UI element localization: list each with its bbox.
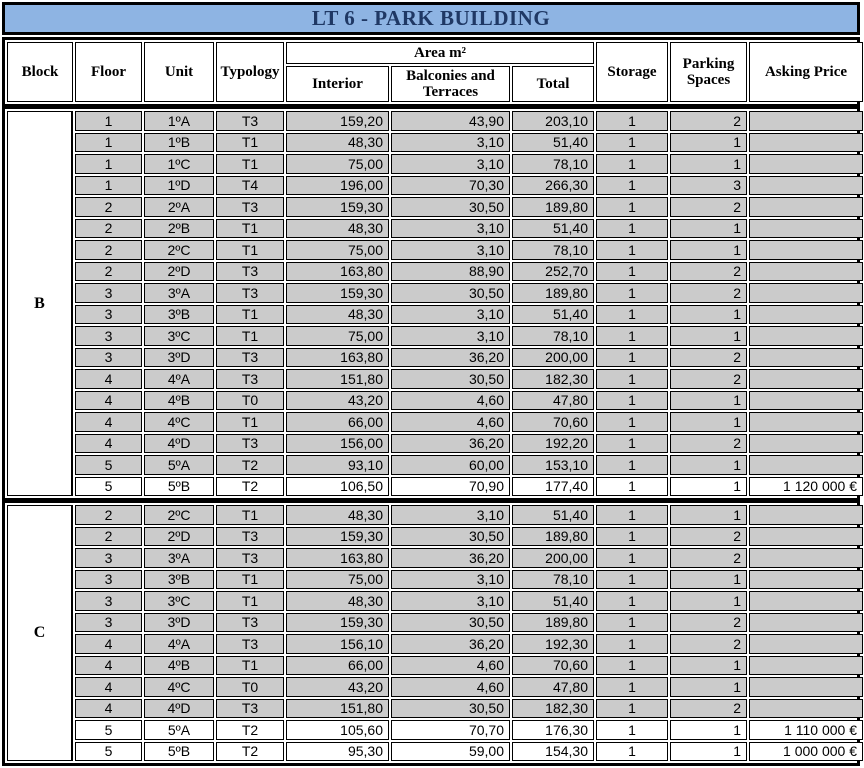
cell-balconies: 36,20 — [391, 348, 510, 368]
cell-unit: 2ºC — [144, 505, 214, 525]
cell-floor: 2 — [75, 197, 142, 217]
cell-parking: 1 — [670, 591, 747, 611]
cell-typology: T3 — [216, 634, 284, 654]
cell-typology: T3 — [216, 699, 284, 719]
cell-typology: T1 — [216, 326, 284, 346]
section-block-c-grid — [5, 503, 857, 763]
cell-balconies: 36,20 — [391, 548, 510, 568]
cell-interior: 159,30 — [286, 197, 389, 217]
cell-total: 78,10 — [512, 570, 594, 590]
cell-balconies: 4,60 — [391, 412, 510, 432]
cell-typology: T2 — [216, 742, 284, 762]
cell-balconies: 30,50 — [391, 369, 510, 389]
cell-total: 192,30 — [512, 634, 594, 654]
cell-unit: 1ºC — [144, 154, 214, 174]
cell-parking: 1 — [670, 455, 747, 475]
cell-total: 200,00 — [512, 548, 594, 568]
cell-parking: 1 — [670, 305, 747, 325]
column-header-area-group: Area m² — [286, 42, 594, 64]
cell-total: 78,10 — [512, 240, 594, 260]
cell-price — [749, 391, 863, 411]
cell-total: 51,40 — [512, 219, 594, 239]
cell-typology: T1 — [216, 505, 284, 525]
cell-total: 153,10 — [512, 455, 594, 475]
cell-interior: 196,00 — [286, 176, 389, 196]
cell-floor: 3 — [75, 305, 142, 325]
cell-price: 1 120 000 € — [749, 477, 863, 497]
cell-typology: T1 — [216, 591, 284, 611]
cell-floor: 4 — [75, 656, 142, 676]
cell-parking: 2 — [670, 699, 747, 719]
cell-parking: 2 — [670, 527, 747, 547]
cell-interior: 159,30 — [286, 613, 389, 633]
cell-storage: 1 — [596, 283, 668, 303]
cell-balconies: 36,20 — [391, 634, 510, 654]
cell-typology: T1 — [216, 133, 284, 153]
cell-price — [749, 326, 863, 346]
cell-balconies: 3,10 — [391, 133, 510, 153]
cell-parking: 2 — [670, 283, 747, 303]
cell-storage: 1 — [596, 369, 668, 389]
cell-typology: T1 — [216, 305, 284, 325]
cell-interior: 75,00 — [286, 240, 389, 260]
cell-storage: 1 — [596, 262, 668, 282]
cell-typology: T3 — [216, 262, 284, 282]
cell-storage: 1 — [596, 111, 668, 131]
cell-unit: 1ºB — [144, 133, 214, 153]
cell-price — [749, 197, 863, 217]
cell-total: 78,10 — [512, 154, 594, 174]
cell-floor: 3 — [75, 326, 142, 346]
cell-unit: 2ºD — [144, 527, 214, 547]
cell-parking: 1 — [670, 677, 747, 697]
cell-floor: 3 — [75, 283, 142, 303]
cell-floor: 4 — [75, 634, 142, 654]
cell-parking: 1 — [670, 720, 747, 740]
cell-typology: T0 — [216, 391, 284, 411]
column-header-typology: Typology — [216, 42, 284, 102]
cell-unit: 3ºC — [144, 591, 214, 611]
cell-floor: 5 — [75, 455, 142, 475]
cell-unit: 4ºB — [144, 656, 214, 676]
cell-price — [749, 505, 863, 525]
cell-unit: 5ºB — [144, 477, 214, 497]
cell-storage: 1 — [596, 505, 668, 525]
cell-floor: 4 — [75, 699, 142, 719]
cell-typology: T2 — [216, 477, 284, 497]
cell-unit: 4ºB — [144, 391, 214, 411]
cell-total: 182,30 — [512, 699, 594, 719]
cell-balconies: 3,10 — [391, 326, 510, 346]
cell-unit: 4ºC — [144, 677, 214, 697]
cell-storage: 1 — [596, 391, 668, 411]
cell-floor: 2 — [75, 262, 142, 282]
cell-storage: 1 — [596, 677, 668, 697]
section-block-c — [2, 500, 860, 766]
cell-interior: 43,20 — [286, 391, 389, 411]
cell-price — [749, 613, 863, 633]
cell-unit: 4ºC — [144, 412, 214, 432]
cell-storage: 1 — [596, 699, 668, 719]
cell-total: 200,00 — [512, 348, 594, 368]
cell-typology: T3 — [216, 283, 284, 303]
column-header-balconies: Balconies and Terraces — [391, 66, 510, 102]
cell-price — [749, 434, 863, 454]
cell-floor: 1 — [75, 176, 142, 196]
cell-typology: T3 — [216, 527, 284, 547]
cell-floor: 5 — [75, 720, 142, 740]
column-header-storage: Storage — [596, 42, 668, 102]
cell-typology: T1 — [216, 412, 284, 432]
cell-storage: 1 — [596, 527, 668, 547]
cell-price — [749, 412, 863, 432]
cell-price — [749, 677, 863, 697]
cell-floor: 2 — [75, 240, 142, 260]
cell-floor: 5 — [75, 742, 142, 762]
cell-interior: 159,30 — [286, 527, 389, 547]
cell-storage: 1 — [596, 548, 668, 568]
table-header — [2, 37, 860, 107]
cell-parking: 2 — [670, 111, 747, 131]
cell-total: 51,40 — [512, 505, 594, 525]
cell-total: 266,30 — [512, 176, 594, 196]
column-header-block: Block — [7, 42, 73, 102]
cell-balconies: 70,90 — [391, 477, 510, 497]
page-title: LT 6 - PARK BUILDING — [2, 2, 860, 35]
cell-balconies: 36,20 — [391, 434, 510, 454]
cell-parking: 1 — [670, 133, 747, 153]
cell-balconies: 3,10 — [391, 219, 510, 239]
cell-price — [749, 548, 863, 568]
cell-storage: 1 — [596, 154, 668, 174]
cell-floor: 3 — [75, 348, 142, 368]
cell-interior: 48,30 — [286, 305, 389, 325]
cell-unit: 4ºA — [144, 369, 214, 389]
cell-balconies: 3,10 — [391, 305, 510, 325]
cell-parking: 2 — [670, 613, 747, 633]
cell-storage: 1 — [596, 591, 668, 611]
cell-interior: 163,80 — [286, 548, 389, 568]
cell-typology: T0 — [216, 677, 284, 697]
cell-unit: 5ºA — [144, 455, 214, 475]
cell-total: 252,70 — [512, 262, 594, 282]
cell-price — [749, 699, 863, 719]
cell-balconies: 70,70 — [391, 720, 510, 740]
cell-typology: T3 — [216, 613, 284, 633]
cell-balconies: 30,50 — [391, 613, 510, 633]
cell-unit: 2ºB — [144, 219, 214, 239]
cell-interior: 75,00 — [286, 326, 389, 346]
cell-typology: T3 — [216, 369, 284, 389]
cell-balconies: 43,90 — [391, 111, 510, 131]
cell-interior: 43,20 — [286, 677, 389, 697]
cell-parking: 2 — [670, 197, 747, 217]
cell-storage: 1 — [596, 477, 668, 497]
cell-balconies: 4,60 — [391, 677, 510, 697]
cell-unit: 3ºA — [144, 283, 214, 303]
cell-storage: 1 — [596, 176, 668, 196]
cell-balconies: 30,50 — [391, 283, 510, 303]
cell-typology: T1 — [216, 154, 284, 174]
cell-unit: 3ºB — [144, 570, 214, 590]
cell-price — [749, 133, 863, 153]
column-header-asking-price: Asking Price — [749, 42, 863, 102]
cell-typology: T1 — [216, 219, 284, 239]
cell-interior: 95,30 — [286, 742, 389, 762]
cell-price — [749, 348, 863, 368]
column-header-parking: Parking Spaces — [670, 42, 747, 102]
cell-total: 51,40 — [512, 591, 594, 611]
cell-price — [749, 591, 863, 611]
cell-parking: 1 — [670, 391, 747, 411]
cell-unit: 3ºB — [144, 305, 214, 325]
cell-storage: 1 — [596, 133, 668, 153]
cell-parking: 2 — [670, 348, 747, 368]
cell-price — [749, 176, 863, 196]
cell-total: 177,40 — [512, 477, 594, 497]
cell-storage: 1 — [596, 219, 668, 239]
cell-balconies: 30,50 — [391, 699, 510, 719]
cell-parking: 1 — [670, 240, 747, 260]
cell-storage: 1 — [596, 434, 668, 454]
cell-total: 47,80 — [512, 391, 594, 411]
cell-total: 70,60 — [512, 656, 594, 676]
cell-balconies: 88,90 — [391, 262, 510, 282]
cell-balconies: 3,10 — [391, 240, 510, 260]
cell-parking: 1 — [670, 154, 747, 174]
cell-floor: 1 — [75, 154, 142, 174]
cell-interior: 106,50 — [286, 477, 389, 497]
cell-price — [749, 634, 863, 654]
cell-interior: 105,60 — [286, 720, 389, 740]
cell-typology: T2 — [216, 455, 284, 475]
cell-floor: 2 — [75, 219, 142, 239]
cell-floor: 3 — [75, 548, 142, 568]
cell-price — [749, 455, 863, 475]
cell-unit: 4ºA — [144, 634, 214, 654]
cell-balconies: 59,00 — [391, 742, 510, 762]
price-list-sheet — [2, 2, 860, 766]
cell-unit: 5ºB — [144, 742, 214, 762]
cell-typology: T4 — [216, 176, 284, 196]
cell-parking: 1 — [670, 656, 747, 676]
cell-total: 189,80 — [512, 283, 594, 303]
cell-floor: 3 — [75, 570, 142, 590]
cell-total: 182,30 — [512, 369, 594, 389]
cell-floor: 3 — [75, 613, 142, 633]
cell-floor: 4 — [75, 412, 142, 432]
cell-typology: T3 — [216, 111, 284, 131]
cell-parking: 1 — [670, 505, 747, 525]
cell-floor: 4 — [75, 369, 142, 389]
cell-total: 189,80 — [512, 613, 594, 633]
cell-interior: 156,00 — [286, 434, 389, 454]
cell-floor: 1 — [75, 133, 142, 153]
cell-parking: 1 — [670, 412, 747, 432]
cell-unit: 5ºA — [144, 720, 214, 740]
cell-parking: 1 — [670, 477, 747, 497]
cell-typology: T3 — [216, 348, 284, 368]
cell-parking: 1 — [670, 570, 747, 590]
cell-balconies: 3,10 — [391, 570, 510, 590]
cell-balconies: 60,00 — [391, 455, 510, 475]
cell-floor: 4 — [75, 391, 142, 411]
cell-balconies: 3,10 — [391, 154, 510, 174]
cell-total: 189,80 — [512, 527, 594, 547]
cell-balconies: 3,10 — [391, 505, 510, 525]
cell-unit: 4ºD — [144, 699, 214, 719]
cell-storage: 1 — [596, 326, 668, 346]
cell-unit: 3ºA — [144, 548, 214, 568]
cell-storage: 1 — [596, 742, 668, 762]
cell-interior: 93,10 — [286, 455, 389, 475]
cell-typology: T1 — [216, 570, 284, 590]
cell-price — [749, 154, 863, 174]
cell-total: 51,40 — [512, 133, 594, 153]
cell-price — [749, 527, 863, 547]
cell-floor: 1 — [75, 111, 142, 131]
cell-interior: 159,20 — [286, 111, 389, 131]
cell-interior: 48,30 — [286, 219, 389, 239]
cell-storage: 1 — [596, 305, 668, 325]
cell-interior: 163,80 — [286, 262, 389, 282]
cell-typology: T3 — [216, 197, 284, 217]
cell-interior: 75,00 — [286, 154, 389, 174]
cell-interior: 66,00 — [286, 656, 389, 676]
cell-unit: 2ºD — [144, 262, 214, 282]
cell-parking: 2 — [670, 548, 747, 568]
cell-balconies: 4,60 — [391, 656, 510, 676]
cell-price — [749, 570, 863, 590]
cell-interior: 163,80 — [286, 348, 389, 368]
cell-floor: 2 — [75, 505, 142, 525]
cell-unit: 3ºD — [144, 613, 214, 633]
cell-price: 1 000 000 € — [749, 742, 863, 762]
cell-balconies: 30,50 — [391, 527, 510, 547]
cell-interior: 48,30 — [286, 591, 389, 611]
cell-storage: 1 — [596, 455, 668, 475]
cell-interior: 75,00 — [286, 570, 389, 590]
cell-price — [749, 240, 863, 260]
cell-unit: 1ºA — [144, 111, 214, 131]
cell-floor: 4 — [75, 677, 142, 697]
cell-parking: 2 — [670, 262, 747, 282]
cell-unit: 3ºC — [144, 326, 214, 346]
column-header-unit: Unit — [144, 42, 214, 102]
column-header-total: Total — [512, 66, 594, 102]
cell-total: 192,20 — [512, 434, 594, 454]
cell-price — [749, 656, 863, 676]
cell-parking: 2 — [670, 434, 747, 454]
block-label: B — [7, 111, 73, 496]
cell-parking: 3 — [670, 176, 747, 196]
column-header-floor: Floor — [75, 42, 142, 102]
cell-price — [749, 369, 863, 389]
cell-interior: 66,00 — [286, 412, 389, 432]
cell-interior: 156,10 — [286, 634, 389, 654]
cell-balconies: 70,30 — [391, 176, 510, 196]
cell-parking: 1 — [670, 219, 747, 239]
cell-interior: 159,30 — [286, 283, 389, 303]
cell-total: 189,80 — [512, 197, 594, 217]
cell-parking: 2 — [670, 369, 747, 389]
cell-balconies: 3,10 — [391, 591, 510, 611]
cell-balconies: 4,60 — [391, 391, 510, 411]
cell-price — [749, 305, 863, 325]
cell-storage: 1 — [596, 348, 668, 368]
cell-parking: 1 — [670, 326, 747, 346]
cell-floor: 5 — [75, 477, 142, 497]
cell-total: 154,30 — [512, 742, 594, 762]
cell-storage: 1 — [596, 197, 668, 217]
cell-typology: T3 — [216, 434, 284, 454]
cell-unit: 4ºD — [144, 434, 214, 454]
block-label: C — [7, 505, 73, 761]
cell-price — [749, 283, 863, 303]
cell-storage: 1 — [596, 412, 668, 432]
cell-unit: 1ºD — [144, 176, 214, 196]
cell-typology: T1 — [216, 656, 284, 676]
cell-price — [749, 219, 863, 239]
cell-balconies: 30,50 — [391, 197, 510, 217]
cell-floor: 4 — [75, 434, 142, 454]
cell-storage: 1 — [596, 634, 668, 654]
cell-price: 1 110 000 € — [749, 720, 863, 740]
cell-interior: 48,30 — [286, 505, 389, 525]
section-block-b-grid — [5, 109, 857, 498]
cell-price — [749, 111, 863, 131]
cell-typology: T2 — [216, 720, 284, 740]
cell-floor: 2 — [75, 527, 142, 547]
cell-unit: 2ºA — [144, 197, 214, 217]
cell-typology: T3 — [216, 548, 284, 568]
cell-parking: 1 — [670, 742, 747, 762]
cell-total: 78,10 — [512, 326, 594, 346]
cell-total: 70,60 — [512, 412, 594, 432]
cell-storage: 1 — [596, 656, 668, 676]
section-block-b — [2, 106, 860, 501]
cell-total: 51,40 — [512, 305, 594, 325]
column-header-interior: Interior — [286, 66, 389, 102]
cell-total: 203,10 — [512, 111, 594, 131]
cell-total: 47,80 — [512, 677, 594, 697]
cell-price — [749, 262, 863, 282]
cell-parking: 2 — [670, 634, 747, 654]
cell-interior: 48,30 — [286, 133, 389, 153]
cell-storage: 1 — [596, 720, 668, 740]
cell-interior: 151,80 — [286, 699, 389, 719]
cell-interior: 151,80 — [286, 369, 389, 389]
cell-total: 176,30 — [512, 720, 594, 740]
cell-storage: 1 — [596, 240, 668, 260]
cell-unit: 2ºC — [144, 240, 214, 260]
cell-floor: 3 — [75, 591, 142, 611]
cell-typology: T1 — [216, 240, 284, 260]
cell-unit: 3ºD — [144, 348, 214, 368]
cell-storage: 1 — [596, 613, 668, 633]
cell-storage: 1 — [596, 570, 668, 590]
